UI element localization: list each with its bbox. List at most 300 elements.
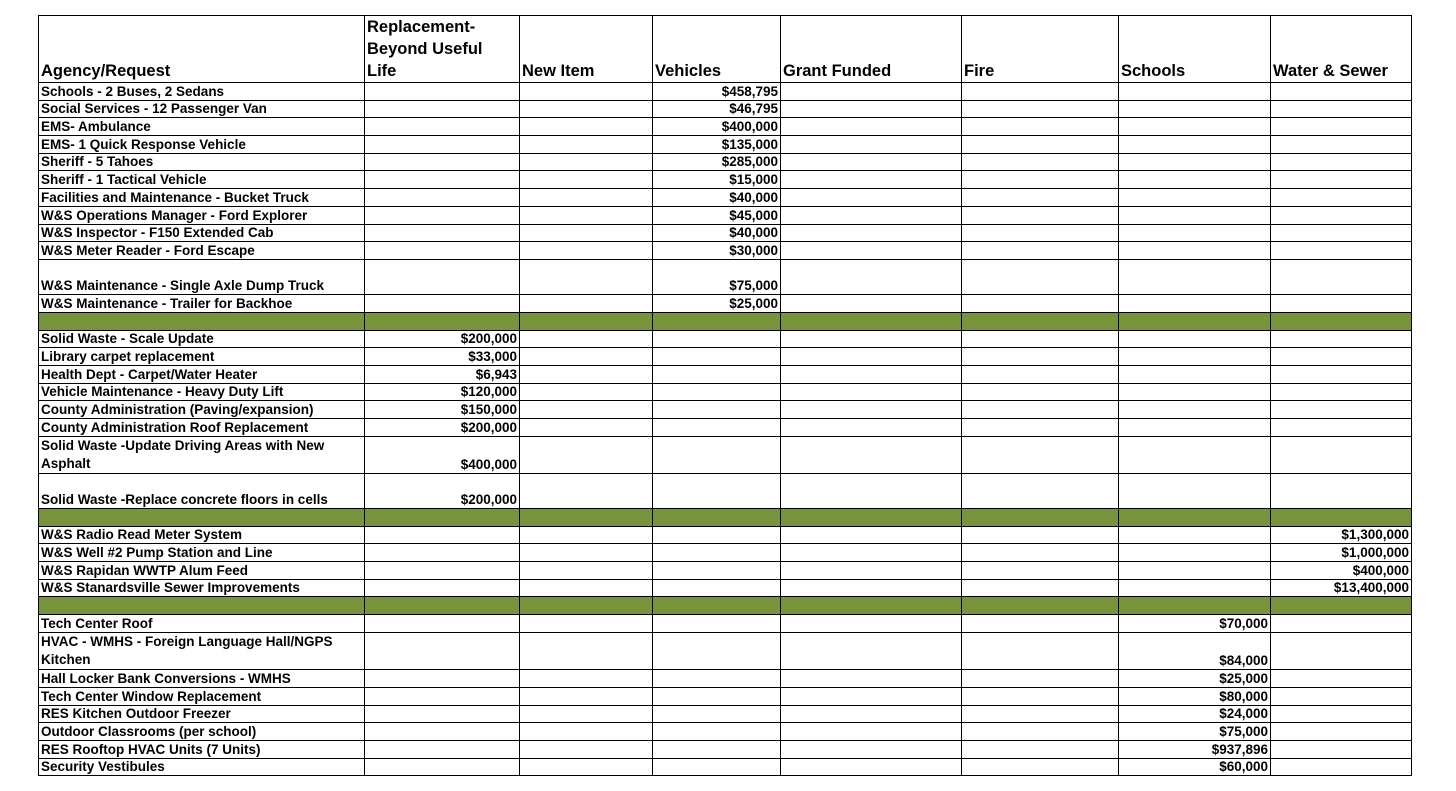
section-separator [39,597,1412,615]
cell-new-item[interactable] [520,579,653,597]
cell-water-sewer[interactable] [1271,83,1412,101]
cell-grant-funded[interactable] [781,224,962,242]
cell-fire[interactable] [962,562,1119,580]
cell-new-item[interactable] [520,171,653,189]
cell-grant-funded[interactable] [781,473,962,508]
cell-water-sewer[interactable] [1271,401,1412,419]
cell-request[interactable]: HVAC - WMHS - Foreign Language Hall/NGPS Kitchen [39,633,365,670]
cell-grant-funded[interactable] [781,136,962,154]
cell-request[interactable]: Library carpet replacement [39,348,365,366]
cell-new-item[interactable] [520,83,653,101]
cell-schools[interactable] [1119,83,1271,101]
cell-vehicles[interactable]: $458,795 [653,83,781,101]
header-grant-funded[interactable]: Grant Funded [781,16,962,83]
cell-grant-funded[interactable] [781,118,962,136]
cell-schools[interactable] [1119,118,1271,136]
cell-fire[interactable] [962,687,1119,705]
cell-grant-funded[interactable] [781,436,962,473]
cell-vehicles[interactable]: $25,000 [653,294,781,312]
cell-replacement[interactable] [365,224,520,242]
cell-water-sewer[interactable] [1271,365,1412,383]
cell-vehicles[interactable] [653,348,781,366]
cell-new-item[interactable] [520,153,653,171]
cell-water-sewer[interactable] [1271,419,1412,437]
cell-request[interactable]: EMS- 1 Quick Response Vehicle [39,136,365,154]
cell-schools[interactable] [1119,100,1271,118]
cell-vehicles[interactable] [653,473,781,508]
cell-replacement[interactable] [365,526,520,544]
cell-water-sewer[interactable] [1271,259,1412,294]
cell-vehicles[interactable] [653,526,781,544]
separator-cell [365,508,520,526]
table-row [39,242,1412,260]
cell-replacement[interactable] [365,544,520,562]
cell-new-item[interactable] [520,348,653,366]
cell-new-item[interactable] [520,615,653,633]
cell-schools[interactable] [1119,242,1271,260]
cell-request[interactable]: W&S Well #2 Pump Station and Line [39,544,365,562]
cell-vehicles[interactable] [653,633,781,670]
cell-new-item[interactable] [520,436,653,473]
cell-request[interactable]: Outdoor Classrooms (per school) [39,723,365,741]
cell-replacement[interactable] [365,633,520,670]
cell-vehicles[interactable] [653,383,781,401]
cell-water-sewer[interactable] [1271,206,1412,224]
cell-request[interactable]: RES Kitchen Outdoor Freezer [39,705,365,723]
cell-vehicles[interactable] [653,670,781,688]
cell-replacement[interactable]: $6,943 [365,365,520,383]
cell-fire[interactable] [962,401,1119,419]
cell-new-item[interactable] [520,330,653,348]
cell-water-sewer[interactable] [1271,615,1412,633]
cell-replacement[interactable] [365,670,520,688]
cell-grant-funded[interactable] [781,259,962,294]
cell-vehicles[interactable] [653,544,781,562]
cell-request[interactable]: W&S Stanardsville Sewer Improvements [39,579,365,597]
cell-replacement[interactable] [365,562,520,580]
cell-water-sewer[interactable] [1271,153,1412,171]
table-row [39,330,1412,348]
section-separator [39,508,1412,526]
cell-new-item[interactable] [520,224,653,242]
cell-fire[interactable] [962,171,1119,189]
cell-grant-funded[interactable] [781,740,962,758]
cell-vehicles[interactable] [653,579,781,597]
separator-cell [1119,312,1271,330]
section-separator [39,312,1412,330]
cell-request[interactable]: EMS- Ambulance [39,118,365,136]
cell-schools[interactable]: $75,000 [1119,723,1271,741]
cell-request[interactable]: Tech Center Window Replacement [39,687,365,705]
cell-water-sewer[interactable] [1271,100,1412,118]
separator-cell [365,312,520,330]
cell-fire[interactable] [962,544,1119,562]
cell-vehicles[interactable] [653,705,781,723]
cell-replacement[interactable]: $200,000 [365,419,520,437]
cell-fire[interactable] [962,419,1119,437]
cell-request[interactable]: Vehicle Maintenance - Heavy Duty Lift [39,383,365,401]
cell-replacement[interactable] [365,615,520,633]
cell-replacement[interactable]: $150,000 [365,401,520,419]
cell-vehicles[interactable] [653,687,781,705]
cell-water-sewer[interactable] [1271,118,1412,136]
cell-request[interactable]: Hall Locker Bank Conversions - WMHS [39,670,365,688]
cell-vehicles[interactable]: $40,000 [653,224,781,242]
cell-replacement[interactable]: $200,000 [365,473,520,508]
header-replacement[interactable] [365,16,520,83]
cell-request[interactable]: Health Dept - Carpet/Water Heater [39,365,365,383]
cell-water-sewer[interactable] [1271,436,1412,473]
table-row [39,383,1412,401]
cell-schools[interactable]: $60,000 [1119,758,1271,776]
cell-schools[interactable]: $24,000 [1119,705,1271,723]
cell-vehicles[interactable]: $30,000 [653,242,781,260]
cell-new-item[interactable] [520,473,653,508]
cell-grant-funded[interactable] [781,579,962,597]
cell-grant-funded[interactable] [781,544,962,562]
cell-fire[interactable] [962,189,1119,207]
cell-grant-funded[interactable] [781,206,962,224]
table-row [39,579,1412,597]
cell-new-item[interactable] [520,118,653,136]
cell-request[interactable]: W&S Maintenance - Trailer for Backhoe [39,294,365,312]
cell-new-item[interactable] [520,562,653,580]
cell-schools[interactable] [1119,330,1271,348]
cell-replacement[interactable]: $400,000 [365,436,520,473]
cell-grant-funded[interactable] [781,705,962,723]
cell-request[interactable]: W&S Inspector - F150 Extended Cab [39,224,365,242]
cell-grant-funded[interactable] [781,100,962,118]
cell-water-sewer[interactable] [1271,705,1412,723]
cell-schools[interactable] [1119,224,1271,242]
cell-grant-funded[interactable] [781,383,962,401]
cell-request[interactable]: Security Vestibules [39,758,365,776]
cell-request[interactable]: W&S Rapidan WWTP Alum Feed [39,562,365,580]
cell-replacement[interactable] [365,705,520,723]
table-row [39,562,1412,580]
cell-vehicles[interactable] [653,401,781,419]
table-row [39,723,1412,741]
cell-grant-funded[interactable] [781,401,962,419]
table-row [39,294,1412,312]
separator-cell [1119,508,1271,526]
table-row [39,758,1412,776]
cell-vehicles[interactable] [653,723,781,741]
cell-replacement[interactable] [365,687,520,705]
cell-schools[interactable] [1119,419,1271,437]
cell-fire[interactable] [962,615,1119,633]
cell-schools[interactable] [1119,365,1271,383]
cell-request[interactable]: Social Services - 12 Passenger Van [39,100,365,118]
cell-schools[interactable]: $937,896 [1119,740,1271,758]
cell-replacement[interactable]: $33,000 [365,348,520,366]
cell-request[interactable]: Schools - 2 Buses, 2 Sedans [39,83,365,101]
cell-fire[interactable] [962,383,1119,401]
cell-vehicles[interactable] [653,365,781,383]
cell-fire[interactable] [962,259,1119,294]
cell-fire[interactable] [962,705,1119,723]
cell-vehicles[interactable]: $15,000 [653,171,781,189]
separator-cell [39,508,365,526]
cell-vehicles[interactable] [653,436,781,473]
cell-replacement[interactable] [365,294,520,312]
cell-water-sewer[interactable] [1271,171,1412,189]
cell-new-item[interactable] [520,526,653,544]
cell-request[interactable]: W&S Radio Read Meter System [39,526,365,544]
cell-new-item[interactable] [520,365,653,383]
cell-replacement[interactable] [365,153,520,171]
separator-cell [653,508,781,526]
cell-schools[interactable] [1119,189,1271,207]
cell-schools[interactable]: $84,000 [1119,633,1271,670]
cell-new-item[interactable] [520,670,653,688]
cell-fire[interactable] [962,118,1119,136]
cell-water-sewer[interactable]: $1,300,000 [1271,526,1412,544]
cell-schools[interactable] [1119,526,1271,544]
cell-fire[interactable] [962,526,1119,544]
cell-water-sewer[interactable] [1271,740,1412,758]
cell-schools[interactable] [1119,136,1271,154]
cell-request[interactable]: W&S Maintenance - Single Axle Dump Truck [39,259,365,294]
cell-schools[interactable] [1119,206,1271,224]
cell-replacement[interactable]: $200,000 [365,330,520,348]
cell-schools[interactable] [1119,259,1271,294]
cell-fire[interactable] [962,723,1119,741]
cell-fire[interactable] [962,224,1119,242]
cell-fire[interactable] [962,153,1119,171]
cell-replacement[interactable] [365,579,520,597]
separator-cell [781,508,962,526]
cell-new-item[interactable] [520,294,653,312]
cell-schools[interactable] [1119,436,1271,473]
header-new-item[interactable]: New Item [520,16,653,83]
cell-fire[interactable] [962,136,1119,154]
cell-fire[interactable] [962,348,1119,366]
cell-new-item[interactable] [520,544,653,562]
cell-new-item[interactable] [520,705,653,723]
cell-vehicles[interactable] [653,330,781,348]
cell-schools[interactable] [1119,544,1271,562]
cell-schools[interactable] [1119,348,1271,366]
table-row [39,615,1412,633]
header-row [39,16,1412,83]
cell-grant-funded[interactable] [781,330,962,348]
cell-vehicles[interactable] [653,740,781,758]
cell-replacement[interactable] [365,189,520,207]
separator-cell [1271,508,1412,526]
cell-grant-funded[interactable] [781,526,962,544]
cell-new-item[interactable] [520,100,653,118]
cell-grant-funded[interactable] [781,419,962,437]
cell-new-item[interactable] [520,687,653,705]
cell-new-item[interactable] [520,401,653,419]
cell-grant-funded[interactable] [781,348,962,366]
cell-request[interactable]: W&S Meter Reader - Ford Escape [39,242,365,260]
header-fire[interactable]: Fire [962,16,1119,83]
cell-fire[interactable] [962,740,1119,758]
table-row [39,83,1412,101]
cell-request[interactable]: County Administration Roof Replacement [39,419,365,437]
cell-replacement[interactable] [365,83,520,101]
cell-replacement[interactable] [365,100,520,118]
cell-water-sewer[interactable]: $400,000 [1271,562,1412,580]
cell-schools[interactable]: $80,000 [1119,687,1271,705]
table-row [39,401,1412,419]
cell-grant-funded[interactable] [781,633,962,670]
cell-grant-funded[interactable] [781,189,962,207]
cell-grant-funded[interactable] [781,723,962,741]
cell-request[interactable]: County Administration (Paving/expansion) [39,401,365,419]
cell-request[interactable]: W&S Operations Manager - Ford Explorer [39,206,365,224]
cell-replacement[interactable] [365,758,520,776]
cell-vehicles[interactable]: $285,000 [653,153,781,171]
table-row [39,224,1412,242]
table-row [39,189,1412,207]
cell-request[interactable]: Solid Waste -Replace concrete floors in cells [39,473,365,508]
table-row [39,118,1412,136]
cell-grant-funded[interactable] [781,687,962,705]
cell-request[interactable]: Solid Waste - Scale Update [39,330,365,348]
cell-schools[interactable] [1119,473,1271,508]
cell-grant-funded[interactable] [781,294,962,312]
cell-new-item[interactable] [520,259,653,294]
cell-grant-funded[interactable] [781,153,962,171]
cell-water-sewer[interactable] [1271,670,1412,688]
table-row [39,670,1412,688]
table-row [39,526,1412,544]
cell-new-item[interactable] [520,383,653,401]
cell-grant-funded[interactable] [781,758,962,776]
cell-vehicles[interactable]: $45,000 [653,206,781,224]
cell-fire[interactable] [962,579,1119,597]
separator-cell [781,597,962,615]
cell-water-sewer[interactable] [1271,687,1412,705]
cell-grant-funded[interactable] [781,171,962,189]
separator-cell [520,597,653,615]
cell-new-item[interactable] [520,242,653,260]
cell-schools[interactable] [1119,562,1271,580]
cell-grant-funded[interactable] [781,562,962,580]
cell-grant-funded[interactable] [781,83,962,101]
cell-request[interactable]: RES Rooftop HVAC Units (7 Units) [39,740,365,758]
cell-fire[interactable] [962,242,1119,260]
cell-grant-funded[interactable] [781,615,962,633]
cell-replacement[interactable] [365,740,520,758]
cell-request[interactable]: Facilities and Maintenance - Bucket Truck [39,189,365,207]
cell-water-sewer[interactable] [1271,242,1412,260]
cell-replacement[interactable] [365,206,520,224]
cell-water-sewer[interactable] [1271,224,1412,242]
cell-water-sewer[interactable]: $1,000,000 [1271,544,1412,562]
cell-replacement[interactable] [365,242,520,260]
cell-fire[interactable] [962,436,1119,473]
cell-new-item[interactable] [520,723,653,741]
separator-cell [653,312,781,330]
cell-request[interactable]: Tech Center Roof [39,615,365,633]
cell-grant-funded[interactable] [781,670,962,688]
cell-request[interactable]: Sheriff - 1 Tactical Vehicle [39,171,365,189]
cell-water-sewer[interactable] [1271,383,1412,401]
cell-water-sewer[interactable] [1271,189,1412,207]
cell-fire[interactable] [962,473,1119,508]
separator-cell [781,312,962,330]
cell-fire[interactable] [962,83,1119,101]
header-water-sewer[interactable]: Water & Sewer [1271,16,1412,83]
cell-new-item[interactable] [520,189,653,207]
cell-new-item[interactable] [520,206,653,224]
cell-request[interactable]: Solid Waste -Update Driving Areas with New Asphalt [39,436,365,473]
cell-replacement[interactable] [365,118,520,136]
cell-water-sewer[interactable] [1271,758,1412,776]
header-agency-request[interactable]: Agency/Request [39,16,365,83]
cell-fire[interactable] [962,330,1119,348]
cell-vehicles[interactable] [653,758,781,776]
cell-schools[interactable] [1119,171,1271,189]
cell-new-item[interactable] [520,740,653,758]
cell-replacement[interactable] [365,723,520,741]
cell-vehicles[interactable] [653,562,781,580]
cell-schools[interactable]: $70,000 [1119,615,1271,633]
cell-water-sewer[interactable]: $13,400,000 [1271,579,1412,597]
cell-schools[interactable] [1119,153,1271,171]
cell-replacement[interactable] [365,171,520,189]
table-row [39,419,1412,437]
cell-new-item[interactable] [520,136,653,154]
cell-water-sewer[interactable] [1271,330,1412,348]
cell-water-sewer[interactable] [1271,723,1412,741]
cell-grant-funded[interactable] [781,365,962,383]
cell-vehicles[interactable]: $75,000 [653,259,781,294]
cell-vehicles[interactable]: $46,795 [653,100,781,118]
cell-fire[interactable] [962,758,1119,776]
table-row [39,206,1412,224]
cell-fire[interactable] [962,633,1119,670]
cell-new-item[interactable] [520,633,653,670]
cell-fire[interactable] [962,206,1119,224]
header-schools[interactable]: Schools [1119,16,1271,83]
cell-schools[interactable] [1119,401,1271,419]
cell-vehicles[interactable]: $40,000 [653,189,781,207]
cell-water-sewer[interactable] [1271,294,1412,312]
cell-replacement[interactable] [365,259,520,294]
separator-cell [1119,597,1271,615]
cell-water-sewer[interactable] [1271,633,1412,670]
cell-vehicles[interactable] [653,615,781,633]
cell-vehicles[interactable]: $400,000 [653,118,781,136]
cell-new-item[interactable] [520,419,653,437]
cell-grant-funded[interactable] [781,242,962,260]
separator-cell [39,597,365,615]
cell-schools[interactable] [1119,579,1271,597]
cell-water-sewer[interactable] [1271,136,1412,154]
cell-replacement[interactable] [365,136,520,154]
cell-new-item[interactable] [520,758,653,776]
cell-water-sewer[interactable] [1271,348,1412,366]
cell-vehicles[interactable]: $135,000 [653,136,781,154]
cell-schools[interactable] [1119,294,1271,312]
cell-schools[interactable] [1119,383,1271,401]
cell-request[interactable]: Sheriff - 5 Tahoes [39,153,365,171]
cell-water-sewer[interactable] [1271,473,1412,508]
cell-fire[interactable] [962,670,1119,688]
cell-fire[interactable] [962,365,1119,383]
cell-fire[interactable] [962,100,1119,118]
cell-fire[interactable] [962,294,1119,312]
cell-replacement[interactable]: $120,000 [365,383,520,401]
cell-schools[interactable]: $25,000 [1119,670,1271,688]
cell-vehicles[interactable] [653,419,781,437]
header-vehicles[interactable]: Vehicles [653,16,781,83]
